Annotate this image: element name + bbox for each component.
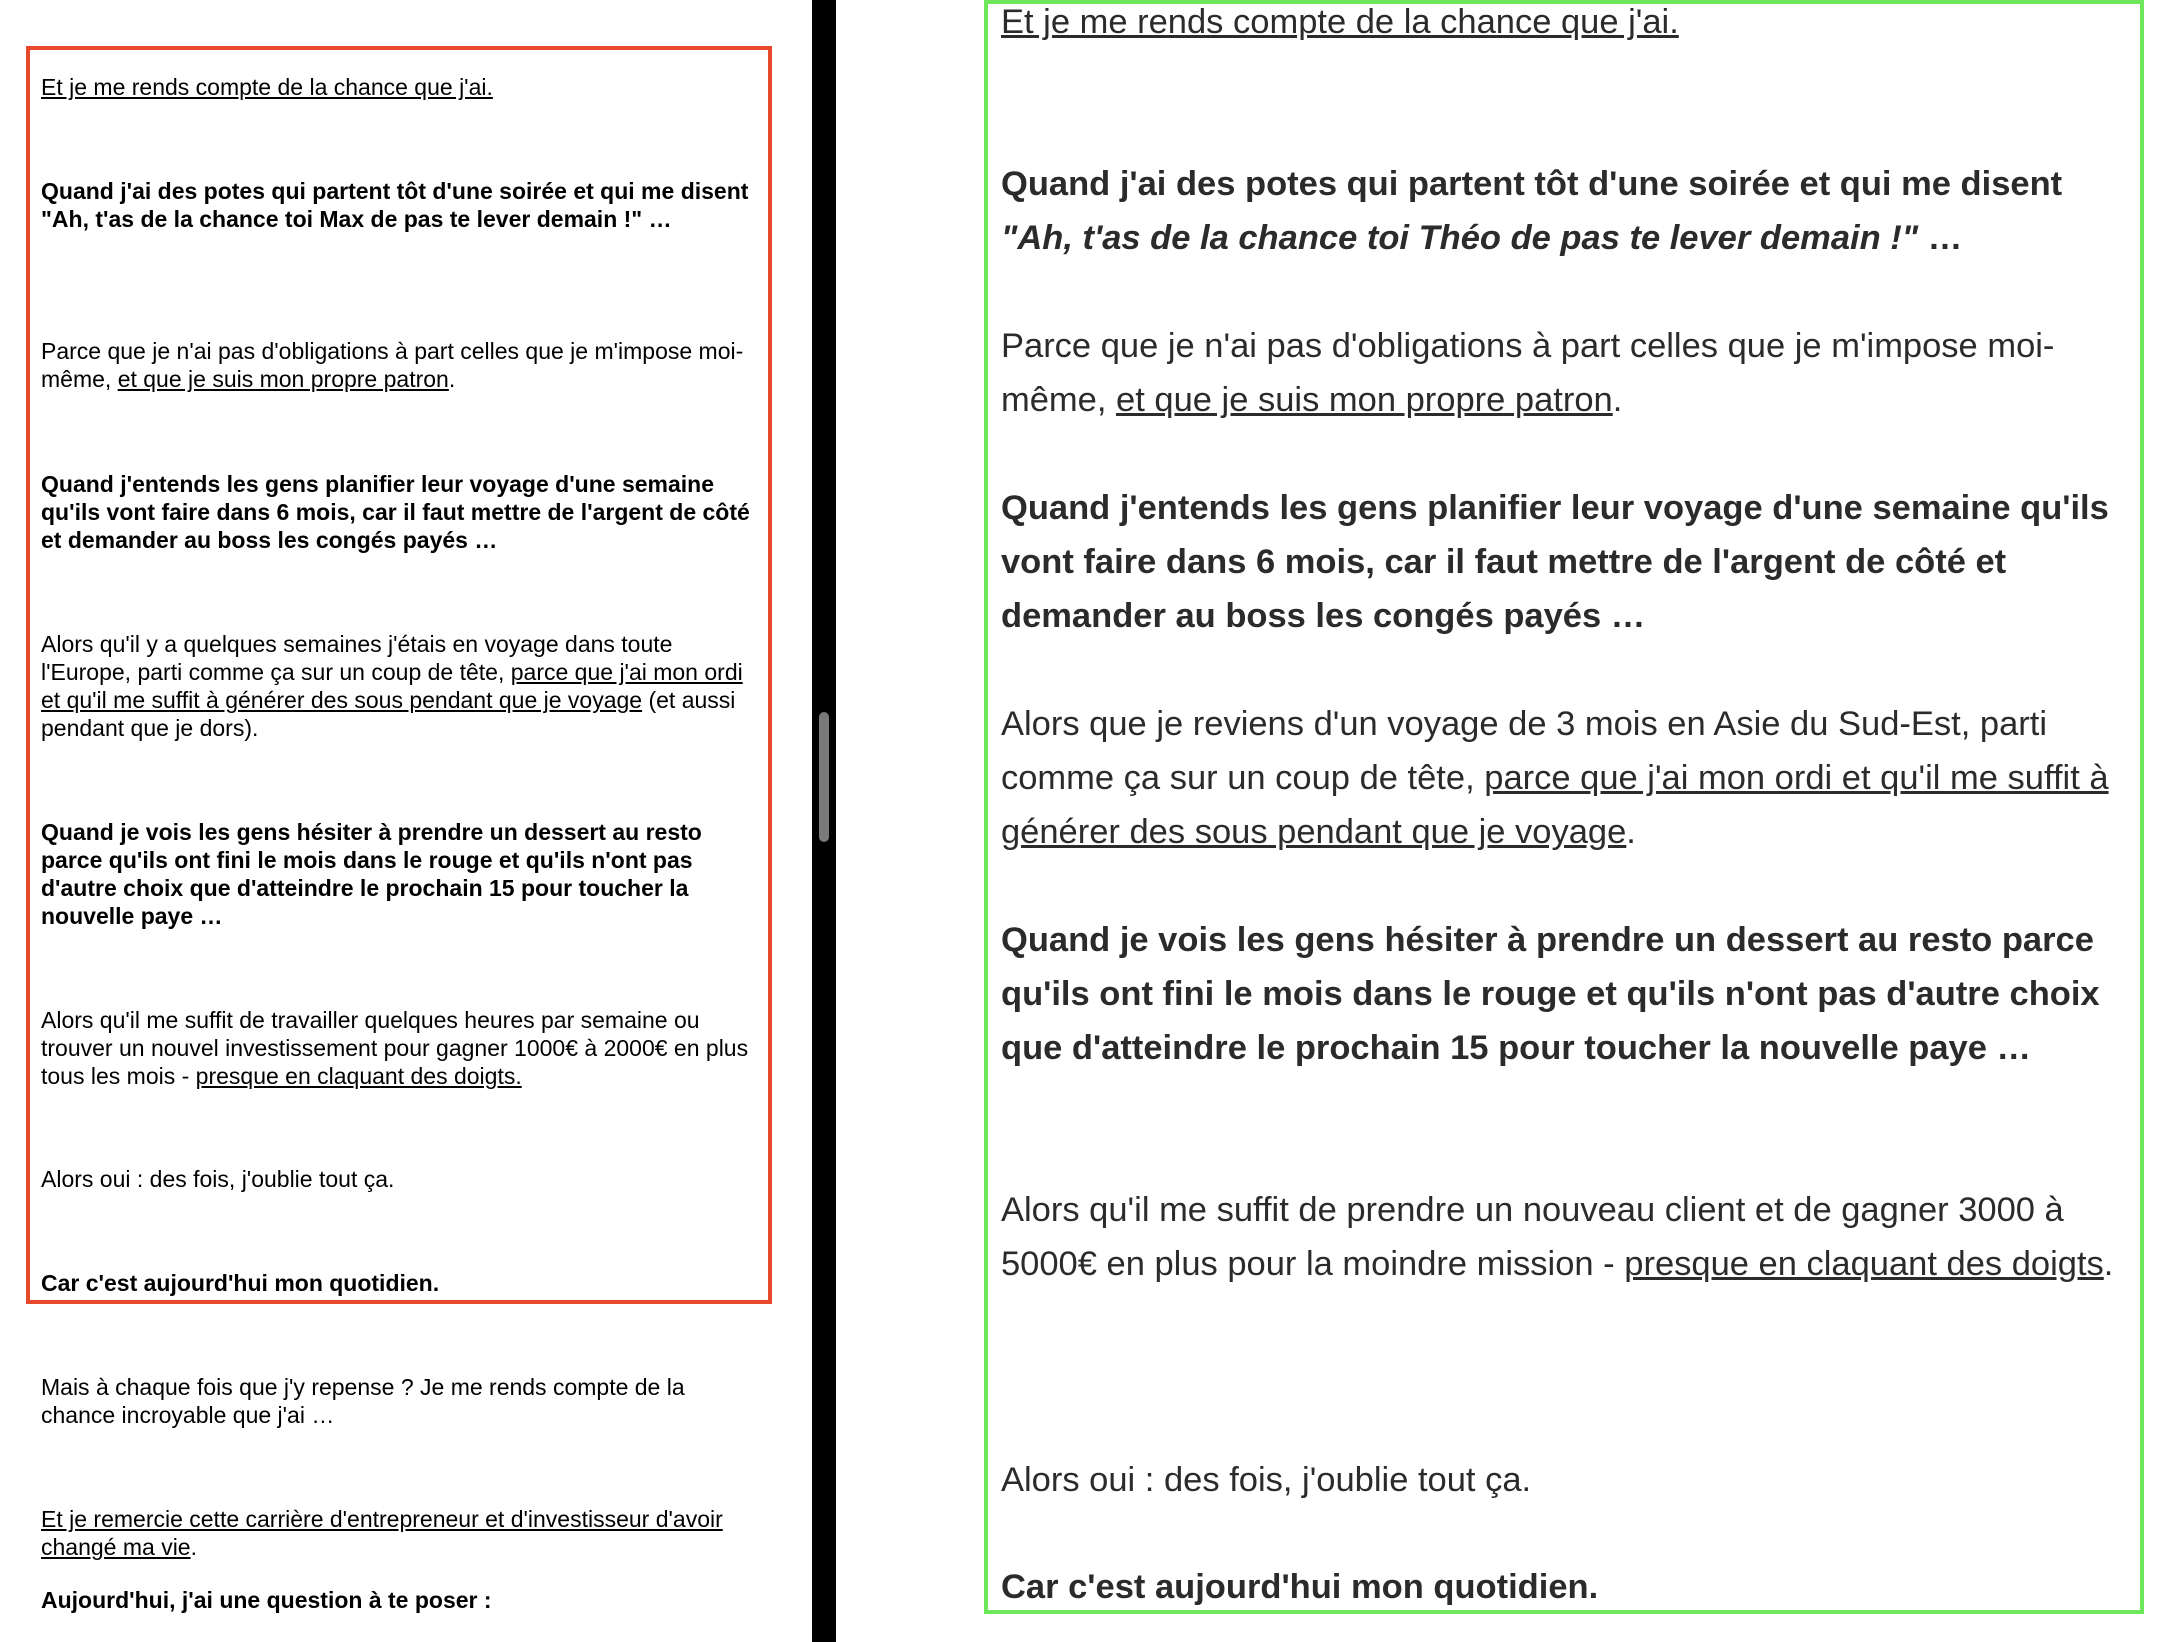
left-link-own-boss[interactable]: et que je suis mon propre patron (117, 366, 449, 392)
divider-drag-handle[interactable] (819, 712, 829, 842)
left-link-travel-income[interactable]: parce que j'ai mon ordi et qu'il me suffit à générer des sous pendant que je voyage (41, 659, 743, 713)
left-paragraph-4: Quand j'entends les gens planifier leur voyage d'une semaine qu'ils vont faire dans 6 mois, car il faut mettre de l'argent de côté et demander au boss les congés payés … (41, 471, 750, 553)
right-paragraph-4: Quand j'entends les gens planifier leur voyage d'une semaine qu'ils vont faire dans 6 mois, car il faut mettre de l'argent de côté et demander au boss les congés payés … (1001, 489, 2109, 635)
right-paragraph-2-text: Quand j'ai des potes qui partent tôt d'une soirée et qui me disent (1001, 165, 2063, 203)
left-link-career[interactable]: Et je remercie cette carrière d'entrepreneur et d'investisseur d'avoir changé ma vie (41, 1506, 723, 1560)
right-paragraph-7 (1001, 1183, 2131, 1291)
left-paragraph-5-text: Alors qu'il y a quelques semaines j'étais en voyage dans toute l'Europe, parti comme ça sur un coup de tête, (41, 631, 673, 685)
left-link-snap-fingers[interactable]: presque en claquant des doigts. (195, 1063, 522, 1089)
right-paragraph-6: Quand je vois les gens hésiter à prendre un dessert au resto parce qu'ils ont fini le mois dans le rouge et qu'ils n'ont pas d'autre choix que d'atteindre le prochain 15 pour toucher la nouvelle paye … (1001, 921, 2100, 1067)
left-paragraph-7 (41, 1006, 761, 1090)
right-paragraph-5-end: . (1626, 813, 1636, 851)
right-paragraph-3-end: . (1612, 381, 1623, 419)
right-paragraph-2 (1001, 157, 2131, 265)
right-paragraph-2-end: … (1918, 219, 1963, 257)
right-link-own-boss[interactable]: et que je suis mon propre patron (1116, 381, 1613, 419)
right-paragraph-3 (1001, 319, 2131, 427)
right-paragraph-7-text: Alors qu'il me suffit de prendre un nouveau client et de gagner 3000 à 5000€ en plus pour la moindre mission - (1001, 1191, 2064, 1283)
right-link-snap-fingers[interactable]: presque en claquant des doigts (1624, 1245, 2104, 1283)
left-paragraph-5-end: (et aussi pendant que je dors). (41, 687, 736, 741)
left-paragraph-5 (41, 630, 766, 742)
left-paragraph-2: Quand j'ai des potes qui partent tôt d'une soirée et qui me disent "Ah, t'as de la chance toi Max de pas te lever demain !" … (41, 178, 749, 232)
right-paragraph-7-end: . (2103, 1245, 2114, 1283)
left-paragraph-7-text: Alors qu'il me suffit de travailler quelques heures par semaine ou trouver un nouvel investissement pour gagner 1000€ à 2000€ en plus tous les mois - (41, 1007, 749, 1089)
left-paragraph-3 (41, 337, 761, 393)
right-paragraph-3-text: Parce que je n'ai pas d'obligations à part celles que je m'impose moi-même, (1001, 327, 2055, 419)
left-paragraph-8: Alors oui : des fois, j'oublie tout ça. (41, 1166, 395, 1192)
right-paragraph-1[interactable]: Et je me rends compte de la chance que j'ai. (1001, 3, 1679, 41)
right-paragraph-5-text: Alors que je reviens d'un voyage de 3 mois en Asie du Sud-Est, parti comme ça sur un coup de tête, (1001, 705, 2048, 797)
right-link-travel-income[interactable]: parce que j'ai mon ordi et qu'il me suffit à générer des sous pendant que je voyage (1001, 759, 2109, 851)
right-paragraph-9: Car c'est aujourd'hui mon quotidien. (1001, 1568, 1599, 1606)
right-paragraph-5 (1001, 697, 2131, 859)
left-paragraph-1[interactable]: Et je me rends compte de la chance que j'ai. (41, 74, 493, 100)
left-paragraph-9: Car c'est aujourd'hui mon quotidien. (41, 1270, 440, 1296)
left-paragraph-3-text: Parce que je n'ai pas d'obligations à part celles que je m'impose moi-même, (41, 338, 744, 392)
left-paragraph-11-end: . (190, 1534, 197, 1560)
right-paragraph-8: Alors oui : des fois, j'oublie tout ça. (1001, 1461, 1532, 1499)
left-paragraph-11 (41, 1505, 761, 1561)
left-paragraph-6: Quand je vois les gens hésiter à prendre un dessert au resto parce qu'ils ont fini le mois dans le rouge et qu'ils n'ont pas d'autre choix que d'atteindre le prochain 15 pour toucher la nouvelle paye … (41, 819, 702, 929)
right-paragraph-2-quote: "Ah, t'as de la chance toi Théo de pas te lever demain !" (1001, 219, 1919, 257)
left-paragraph-12: Aujourd'hui, j'ai une question à te poser : (41, 1587, 492, 1613)
left-paragraph-10: Mais à chaque fois que j'y repense ? Je me rends compte de la chance incroyable que j'ai … (41, 1374, 685, 1428)
left-paragraph-3-end: . (448, 366, 456, 392)
